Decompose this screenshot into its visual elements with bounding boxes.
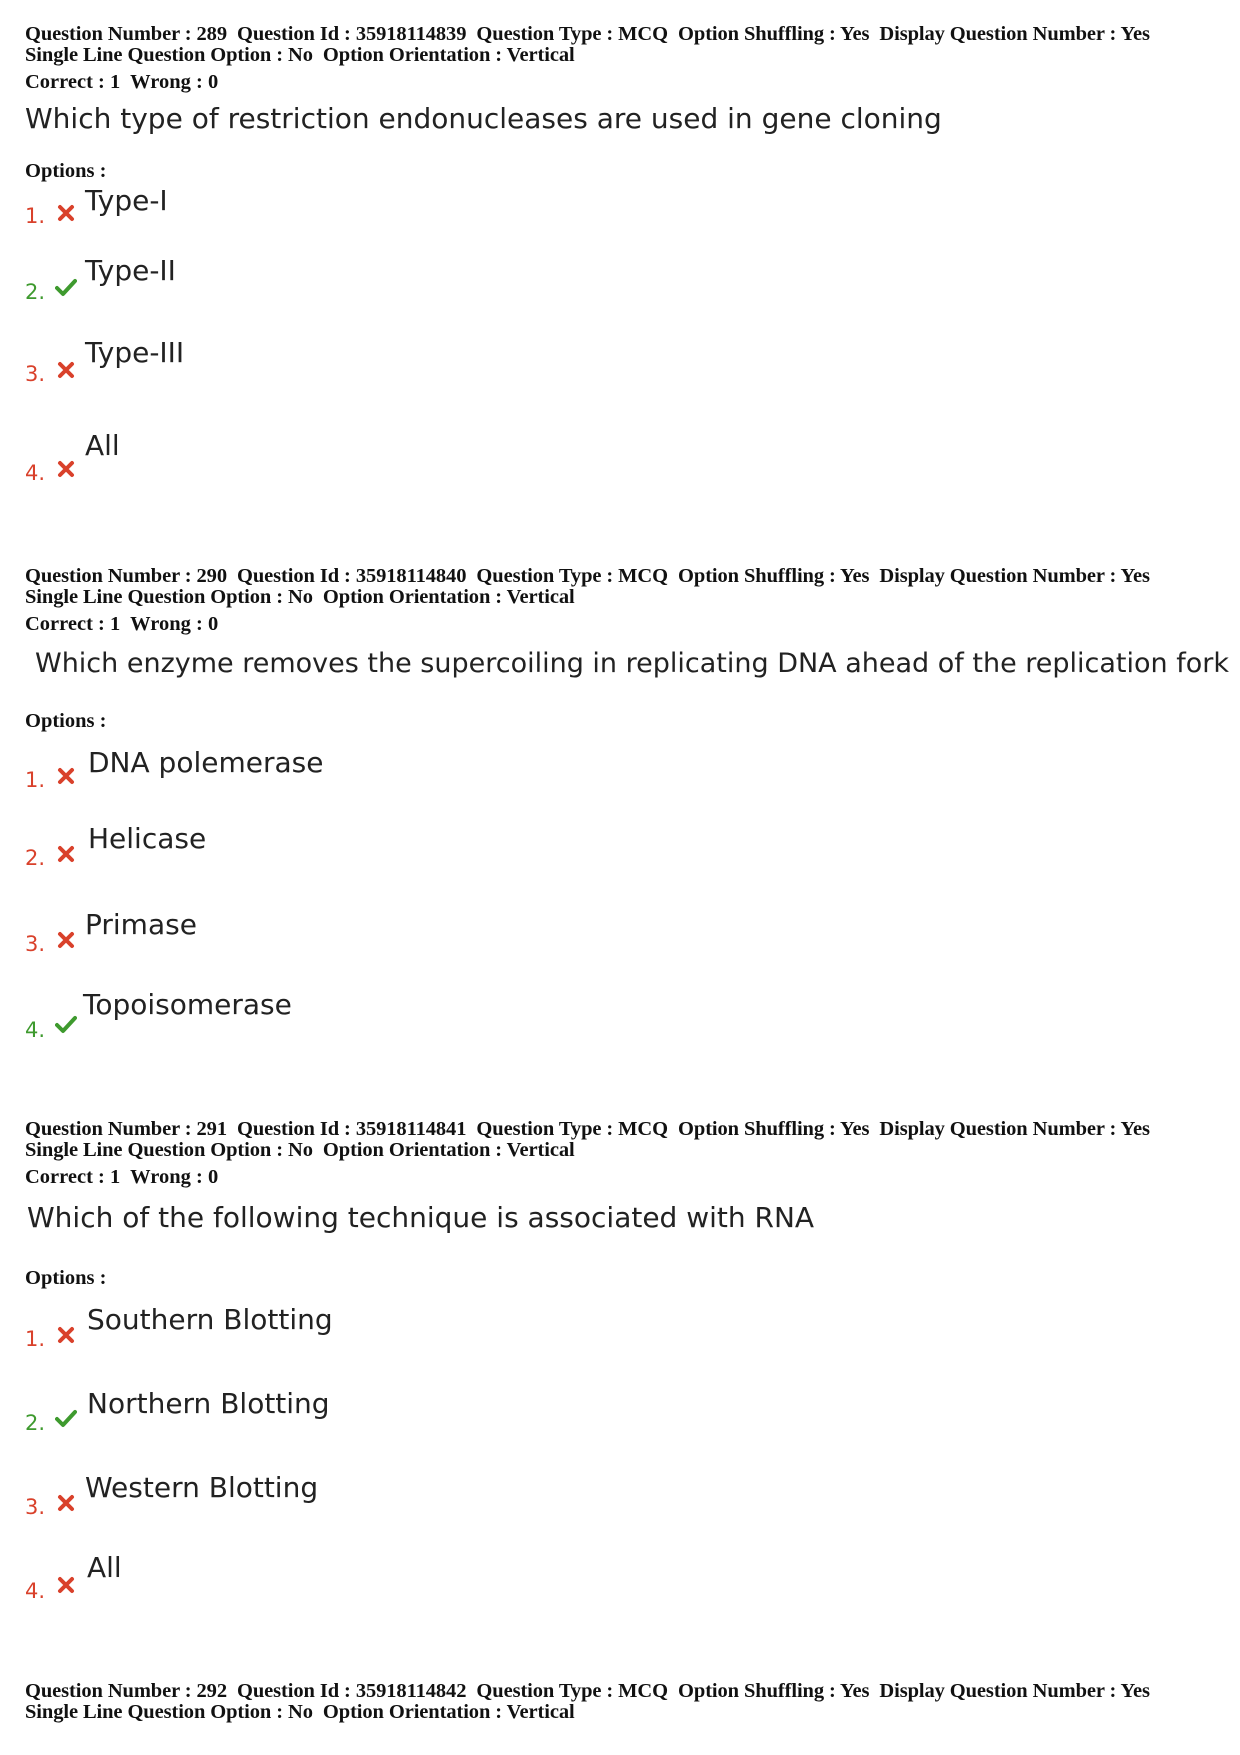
options-label: Options :	[25, 160, 107, 182]
option-item	[25, 988, 625, 1052]
wrong-cross-icon	[55, 766, 77, 786]
question-text: Which type of restriction endonucleases are used in gene cloning	[25, 102, 942, 135]
option-orientation-label: Option Orientation :	[322, 586, 503, 608]
correct-marks-label: Correct :	[25, 71, 105, 93]
single-line-option-value: No	[288, 44, 313, 66]
option-number: 3.	[25, 362, 46, 386]
question-type-label: Question Type :	[476, 23, 614, 45]
option-orientation-value: Vertical	[506, 44, 575, 66]
option-shuffling-value: Yes	[840, 1680, 870, 1702]
correct-marks-label: Correct :	[25, 1166, 105, 1188]
option-number: 3.	[25, 1495, 46, 1519]
wrong-marks-value: 0	[207, 71, 219, 93]
option-number: 2.	[25, 846, 46, 870]
marks-line	[25, 614, 1225, 635]
option-text: All	[85, 429, 120, 462]
question-type-label: Question Type :	[476, 1680, 614, 1702]
display-question-number-label: Display Question Number :	[879, 1118, 1117, 1140]
question-number-label: Question Number :	[25, 23, 192, 45]
option-item	[25, 822, 625, 890]
option-text: Southern Blotting	[87, 1303, 333, 1336]
question-meta-line-2	[25, 1702, 1225, 1723]
question-number-label: Question Number :	[25, 1680, 192, 1702]
question-id-value: 35918114840	[355, 565, 467, 587]
option-text: Primase	[85, 908, 197, 941]
question-block-291	[25, 1118, 1225, 1603]
option-item	[25, 184, 625, 244]
wrong-cross-icon	[55, 1325, 77, 1345]
question-block-292	[25, 1681, 1225, 1723]
correct-marks-value: 1	[109, 1166, 121, 1188]
wrong-marks-label: Wrong :	[130, 1166, 203, 1188]
question-number-value: 290	[196, 565, 227, 587]
wrong-cross-icon	[55, 930, 77, 950]
question-block-289	[25, 23, 1225, 485]
correct-marks-value: 1	[109, 71, 121, 93]
option-shuffling-label: Option Shuffling :	[678, 565, 836, 587]
question-meta	[25, 1681, 1225, 1723]
wrong-cross-icon	[55, 360, 77, 380]
question-type-value: MCQ	[618, 1118, 668, 1140]
option-item	[25, 254, 625, 322]
correct-marks-label: Correct :	[25, 613, 105, 635]
option-item	[25, 429, 625, 489]
correct-check-icon	[55, 1409, 77, 1429]
correct-marks-value: 1	[109, 613, 121, 635]
option-number: 4.	[25, 461, 46, 485]
single-line-option-value: No	[288, 586, 313, 608]
option-shuffling-label: Option Shuffling :	[678, 1118, 836, 1140]
option-text: Northern Blotting	[87, 1387, 330, 1420]
option-text: DNA polemerase	[88, 746, 324, 779]
option-orientation-value: Vertical	[506, 1139, 575, 1161]
option-orientation-value: Vertical	[506, 586, 575, 608]
option-number: 1.	[25, 768, 46, 792]
single-line-option-value: No	[288, 1139, 313, 1161]
option-text: Type-III	[85, 336, 185, 369]
single-line-option-label: Single Line Question Option :	[25, 44, 283, 66]
option-number: 1.	[25, 1327, 46, 1351]
option-item	[25, 1471, 625, 1531]
option-item	[25, 1303, 625, 1363]
marks-line	[25, 72, 1225, 93]
wrong-cross-icon	[55, 1493, 77, 1513]
question-number-value: 289	[196, 23, 227, 45]
question-id-value: 35918114842	[355, 1680, 467, 1702]
question-number-label: Question Number :	[25, 565, 192, 587]
display-question-number-value: Yes	[1120, 23, 1150, 45]
option-number: 3.	[25, 932, 46, 956]
question-meta-line-2	[25, 587, 1225, 608]
question-number-value: 291	[196, 1118, 227, 1140]
single-line-option-label: Single Line Question Option :	[25, 1139, 283, 1161]
option-number: 4.	[25, 1018, 46, 1042]
option-orientation-label: Option Orientation :	[322, 44, 503, 66]
question-meta	[25, 1119, 1225, 1161]
single-line-option-value: No	[288, 1701, 313, 1723]
correct-check-icon	[55, 1015, 77, 1035]
question-meta-line-1	[25, 1119, 1225, 1140]
single-line-option-label: Single Line Question Option :	[25, 1701, 283, 1723]
question-id-value: 35918114841	[355, 1118, 467, 1140]
option-number: 4.	[25, 1579, 46, 1603]
option-shuffling-value: Yes	[840, 565, 870, 587]
option-text: All	[87, 1551, 122, 1584]
option-shuffling-value: Yes	[840, 1118, 870, 1140]
option-orientation-value: Vertical	[506, 1701, 575, 1723]
question-text: Which enzyme removes the supercoiling in replicating DNA ahead of the replication fork	[35, 648, 1229, 679]
display-question-number-label: Display Question Number :	[879, 1680, 1117, 1702]
option-text: Helicase	[88, 822, 207, 855]
option-number: 2.	[25, 1411, 46, 1435]
option-item	[25, 1551, 625, 1615]
option-shuffling-label: Option Shuffling :	[678, 1680, 836, 1702]
question-id-label: Question Id :	[237, 23, 351, 45]
option-text: Type-II	[85, 254, 176, 287]
wrong-marks-label: Wrong :	[130, 613, 203, 635]
option-shuffling-value: Yes	[840, 23, 870, 45]
option-orientation-label: Option Orientation :	[322, 1139, 503, 1161]
wrong-cross-icon	[55, 844, 77, 864]
wrong-marks-value: 0	[207, 1166, 219, 1188]
question-meta-line-1	[25, 566, 1225, 587]
question-type-value: MCQ	[618, 23, 668, 45]
question-meta-line-1	[25, 24, 1225, 45]
option-text: Western Blotting	[85, 1471, 319, 1504]
wrong-marks-value: 0	[207, 613, 219, 635]
display-question-number-value: Yes	[1120, 1118, 1150, 1140]
question-number-value: 292	[196, 1680, 227, 1702]
question-meta	[25, 566, 1225, 608]
question-type-label: Question Type :	[476, 1118, 614, 1140]
question-text: Which of the following technique is associated with RNA	[27, 1201, 815, 1234]
option-shuffling-label: Option Shuffling :	[678, 23, 836, 45]
question-type-label: Question Type :	[476, 565, 614, 587]
options-label: Options :	[25, 1267, 107, 1289]
option-number: 1.	[25, 204, 46, 228]
question-id-label: Question Id :	[237, 1118, 351, 1140]
question-meta	[25, 24, 1225, 66]
option-item	[25, 336, 625, 404]
options-label: Options :	[25, 710, 107, 732]
option-item	[25, 746, 625, 806]
wrong-cross-icon	[55, 1575, 77, 1595]
question-block-290	[25, 565, 1229, 1042]
wrong-cross-icon	[55, 459, 77, 479]
question-meta-line-1	[25, 1681, 1225, 1702]
option-text: Type-I	[85, 184, 168, 217]
question-id-label: Question Id :	[237, 565, 351, 587]
question-id-value: 35918114839	[355, 23, 467, 45]
question-number-label: Question Number :	[25, 1118, 192, 1140]
correct-check-icon	[55, 278, 77, 298]
question-meta-line-2	[25, 1140, 1225, 1161]
single-line-option-label: Single Line Question Option :	[25, 586, 283, 608]
display-question-number-value: Yes	[1120, 565, 1150, 587]
display-question-number-label: Display Question Number :	[879, 23, 1117, 45]
marks-line	[25, 1167, 1225, 1188]
option-orientation-label: Option Orientation :	[322, 1701, 503, 1723]
wrong-marks-label: Wrong :	[130, 71, 203, 93]
display-question-number-value: Yes	[1120, 1680, 1150, 1702]
display-question-number-label: Display Question Number :	[879, 565, 1117, 587]
question-type-value: MCQ	[618, 1680, 668, 1702]
question-meta-line-2	[25, 45, 1225, 66]
option-number: 2.	[25, 280, 46, 304]
option-text: Topoisomerase	[83, 988, 292, 1021]
wrong-cross-icon	[55, 203, 77, 223]
option-item	[25, 908, 625, 976]
option-item	[25, 1387, 625, 1447]
question-type-value: MCQ	[618, 565, 668, 587]
question-id-label: Question Id :	[237, 1680, 351, 1702]
